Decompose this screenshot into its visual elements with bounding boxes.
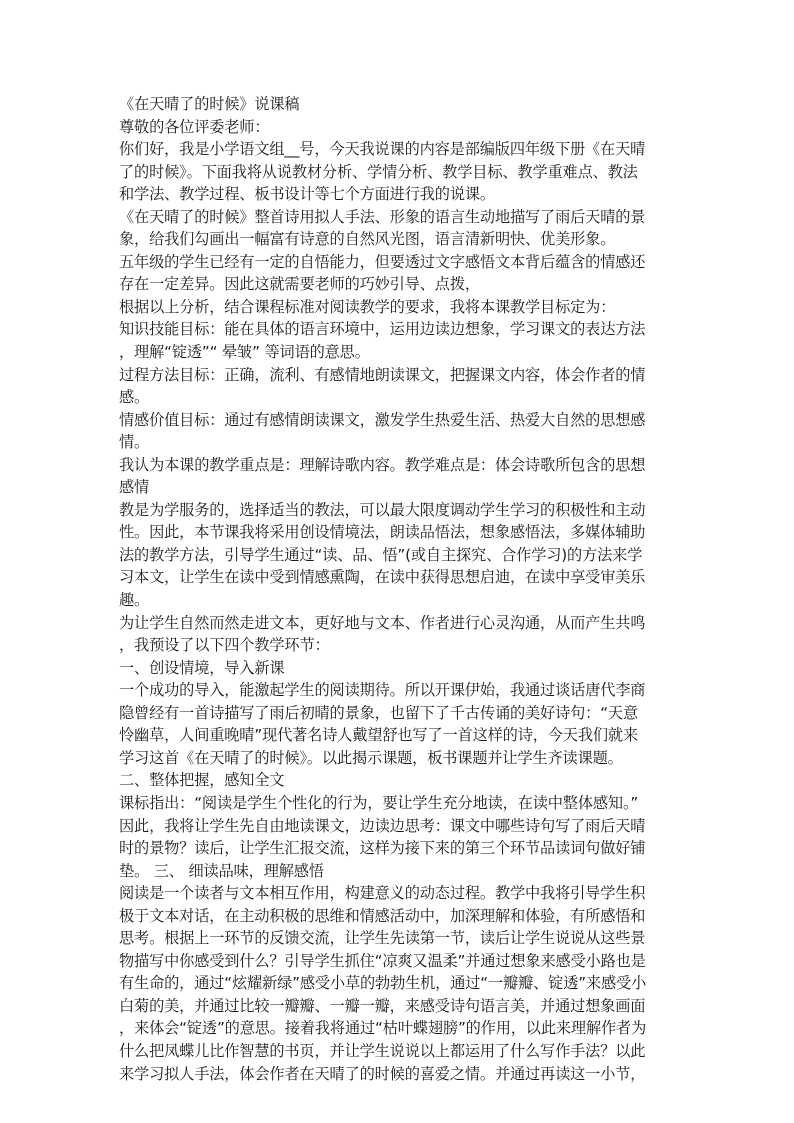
- text-line: 象，给我们勾画出一幅富有诗意的自然风光图，语言清新明快、优美形象。: [119, 230, 616, 249]
- text-line: 尊敬的各位评委老师：: [119, 117, 270, 136]
- text-line: 有生命的，通过“炫耀新绿”感受小草的勃勃生机，通过“一瓣瓣、锭透”来感受小: [119, 974, 647, 993]
- text-line: 什么把凤蝶儿比作智慧的书页，并让学生说说以上都运用了什么写作手法？以此: [119, 1041, 646, 1060]
- text-line: 学习这首《在天晴了的时候》。以此揭示课题，板书课题并让学生齐读课题。: [119, 748, 623, 767]
- text-line: 阅读是一个读者与文本相互作用，构建意义的动态过程。教学中我将引导学生积: [119, 884, 646, 903]
- text-line: 了的时候》。下面我将从说教材分析、学情分析、教学目标、教学重难点、教法: [119, 162, 638, 181]
- text-line: 和学法、教学过程、板书设计等七个方面进行我的说课。: [119, 185, 495, 204]
- text-line: ，来体会“锭透”的意思。接着我将通过“枯叶蝶翅膀”的作用，以此来理解作者为: [119, 1019, 647, 1038]
- text-line: 时的景物？读后，让学生汇报交流，这样为接下来的第三个环节品读词句做好铺: [119, 839, 646, 858]
- text-line: 《在天晴了的时候》整首诗用拟人手法、形象的语言生动地描写了雨后天晴的景: [119, 207, 646, 226]
- text-line: ，我预设了以下四个教学环节：: [119, 636, 330, 655]
- text-line: 教是为学服务的，选择适当的教法，可以最大限度调动学生学习的积极性和主动: [119, 500, 646, 519]
- text-line: 为让学生自然而然走进文本，更好地与文本、作者进行心灵沟通，从而产生共鸣: [119, 613, 646, 632]
- text-line: ，理解“锭透”“ 晕皱” 等词语的意思。: [119, 343, 370, 362]
- text-line: 隐曾经有一首诗描写了雨后初晴的景象，也留下了千古传诵的美好诗句：“天意: [119, 703, 638, 722]
- text-line: 你们好，我是小学语文组__号，今天我说课的内容是部编版四年级下册《在天晴: [119, 140, 646, 159]
- text-line: 白菊的美，并通过比较一瓣瓣、一瓣一瓣，来感受诗句语言美，并通过想象画面: [119, 996, 646, 1015]
- text-line: 物描写中你感受到什么？引导学生抓住“凉爽又温柔”并通过想象来感受小路也是: [119, 951, 646, 970]
- text-line: 情。: [119, 433, 150, 452]
- text-line: 根据以上分析，结合课程标准对阅读教学的要求，我将本课教学目标定为：: [119, 297, 616, 316]
- text-line: 存在一定差异。因此这就需要老师的巧妙引导、点拨，: [119, 275, 480, 294]
- text-line: 来学习拟人手法，体会作者在天晴了的时候的喜爱之情。并通过再读这一小节，: [119, 1064, 646, 1083]
- text-line: 怜幽草，人间重晚晴”现代著名诗人戴望舒也写了一首这样的诗，今天我们就来: [119, 726, 638, 745]
- text-line: 思考。根据上一环节的反馈交流，让学生先读第一节，读后让学生说说从这些景: [119, 929, 646, 948]
- text-line: 极于文本对话，在主动积极的思维和情感活动中，加深理解和体验，有所感悟和: [119, 906, 646, 925]
- text-line: 情感价值目标：通过有感情朗读课文，激发学生热爱生活、热爱大自然的思想感: [119, 410, 646, 429]
- text-line: 五年级的学生已经有一定的自悟能力，但要透过文字感悟文本背后蕴含的情感还: [119, 252, 646, 271]
- text-line: 过程方法目标：正确，流利、有感情地朗读课文，把握课文内容，体会作者的情: [119, 365, 646, 384]
- document-title: 《在天晴了的时候》说课稿: [119, 95, 300, 113]
- text-line: 一、创设情境，导入新课: [119, 658, 285, 677]
- text-line: 因此，我将让学生先自由地读课文，边读边思考：课文中哪些诗句写了雨后天晴: [119, 816, 646, 835]
- text-line: 习本文，让学生在读中受到情感熏陶，在读中获得思想启迪，在读中享受审美乐: [119, 568, 646, 587]
- text-line: 性。因此，本节课我将采用创设情境法，朗读品悟法，想象感悟法，多媒体辅助: [119, 523, 646, 542]
- text-line: 知识技能目标：能在具体的语言环境中，运用边读边想象，学习课文的表达方法: [119, 320, 646, 339]
- text-line: 垫。 三、 细读品味，理解感悟: [119, 861, 324, 880]
- text-line: 趣。: [119, 591, 150, 610]
- text-line: 感。: [119, 388, 150, 407]
- text-line: 我认为本课的教学重点是：理解诗歌内容。教学难点是：体会诗歌所包含的思想: [119, 455, 646, 474]
- text-line: 法的教学方法，引导学生通过“读、品、悟”(或自主探究、合作学习)的方法来学: [119, 545, 643, 564]
- text-line: 一个成功的导入，能激起学生的阅读期待。所以开课伊始，我通过谈话唐代李商: [119, 681, 646, 700]
- text-line: 感情: [119, 478, 150, 497]
- text-line: 二、整体把握，感知全文: [119, 771, 285, 790]
- text-line: 课标指出：“阅读是学生个性化的行为，要让学生充分地读，在读中整体感知。”: [119, 793, 639, 812]
- document-body: [119, 93, 675, 1085]
